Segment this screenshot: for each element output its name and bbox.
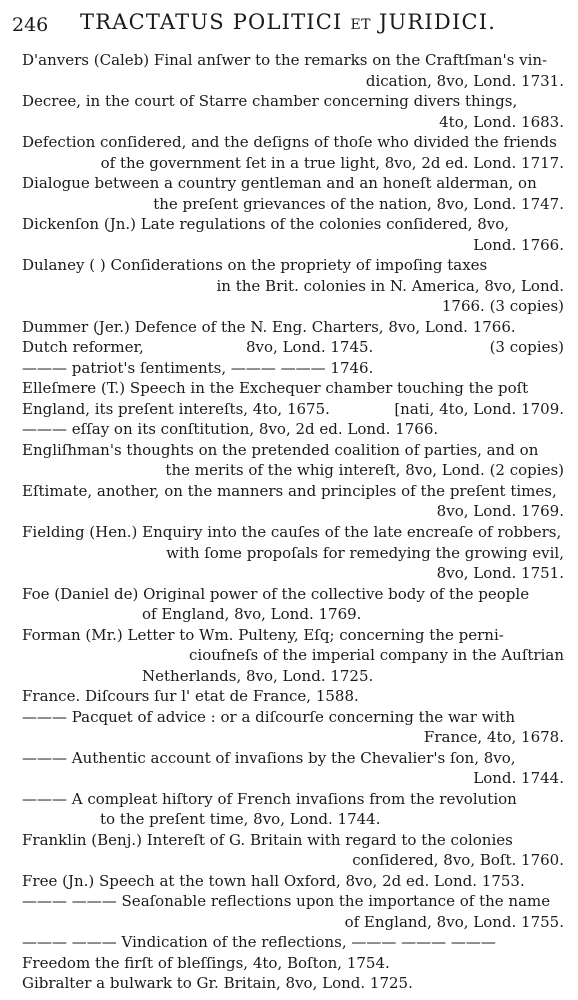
entry-line: Gibralter a bulwark to Gr. Britain, 8vo, Lond. 1725. [22,974,413,993]
entry-line: Engliſhman's thoughts on the pretended coalition of parties, and on [22,440,539,459]
entry-line: ——— A compleat hiſtory of French invaſions from the revolution [22,789,517,808]
entry-line: France, 4to, 1678. [423,728,564,747]
entry-line: ——— ——— Seaſonable reflections upon the importance of the name [22,892,551,911]
entry-line: Eſtimate, another, on the manners and principles of the preſent times, [22,481,557,500]
entry-line: Freedom the firſt of bleſſings, 4to, Boſton, 1754. [22,953,390,972]
entry-line: ——— Authentic account of invaſions by the Chevalier's ſon, 8vo, [22,748,516,767]
entry-line: to the preſent time, 8vo, Lond. 1744. [100,810,381,829]
entry-line: Forman (Mr.) Letter to Wm. Pulteny, Eſq; concerning the perni- [22,625,504,644]
entry-line: of England, 8vo, Lond. 1769. [142,605,362,624]
entry-line: the preſent grievances of the nation, 8vo, Lond. 1747. [153,194,564,213]
entry-line: [nati, 4to, Lond. 1709. [394,399,564,418]
entry-line: Dialogue between a country gentleman and an honeſt alderman, on [22,174,537,193]
entry-line: (3 copies) [489,338,564,357]
entry-line: Elleſmere (T.) Speech in the Exchequer chamber touching the poſt [22,379,529,398]
entry-line: in the Brit. colonies in N. America, 8vo, Lond. [216,276,564,295]
entry-line: the merits of the whig intereſt, 8vo, Lond. (2 copies) [165,461,564,480]
entry-line: 1766. (3 copies) [441,297,564,316]
entry-line: Dickenſon (Jn.) Late regulations of the colonies conſidered, 8vo, [22,215,510,234]
entry-line: Lond. 1766. [473,235,564,254]
entry-line: Free (Jn.) Speech at the town hall Oxford, 8vo, 2d ed. Lond. 1753. [22,871,525,890]
entry-line: Franklin (Benj.) Intereſt of G. Britain with regard to the colonies [22,830,513,849]
entry-line: Defection conſidered, and the deſigns of thoſe who divided the friends [22,133,557,152]
entry-line: Foe (Daniel de) Original power of the collective body of the people [22,584,530,603]
entry-line: 8vo, Lond. 1745. [246,338,374,357]
entry-line: Lond. 1744. [473,769,564,788]
entry-line: of the government ſet in a true light, 8vo, 2d ed. Lond. 1717. [100,153,564,172]
entry-line: 8vo, Lond. 1769. [436,502,564,521]
page-number: 246 [12,14,49,36]
title-conjunction: ET [350,17,371,33]
entry-line: of England, 8vo, Lond. 1755. [344,912,564,931]
entry-line: Dummer (Jer.) Defence of the N. Eng. Charters, 8vo, Lond. 1766. [22,317,516,336]
entry-line: France. Diſcours ſur l' etat de France, 1588. [22,687,359,706]
entry-line: Fielding (Hen.) Enquiry into the cauſes of the late encreaſe of robbers, [22,523,562,541]
title-part-a: TRACTATUS POLITICI [80,10,343,34]
entry-line: England, its preſent intereſts, 4to, 1675. [22,399,330,418]
entry-line: ——— patriot's ſentiments, ——— ——— 1746. [22,358,374,377]
entry-line: Decree, in the court of Starre chamber concerning divers things, [22,92,518,111]
entry-line: Dulaney ( ) Conſiderations on the propriety of impoſing taxes [22,256,488,275]
entry-line: dication, 8vo, Lond. 1731. [365,71,564,90]
entry-line: ——— eſſay on its conſtitution, 8vo, 2d ed. Lond. 1766. [22,420,439,439]
title-part-b: JURIDICI. [378,10,497,34]
entry-line: conſidered, 8vo, Boſt. 1760. [352,851,564,870]
entry-line: 4to, Lond. 1683. [439,112,564,131]
entry-line: D'anvers (Caleb) Final anſwer to the remarks on the Craftſman's vin- [22,51,548,69]
entry-line: ——— ——— Vindication of the reflections, ——— ——— ——— [22,933,496,952]
entry-line: ——— Pacquet of advice : or a diſcourſe concerning the war with [22,707,516,726]
entry-line: Netherlands, 8vo, Lond. 1725. [142,666,374,685]
entry-line: 8vo, Lond. 1751. [436,564,564,583]
entry-line: with ſome propoſals for remedying the growing evil, [166,543,564,562]
entry-line: Dutch reformer, [22,338,144,357]
entry-line: cioufneſs of the imperial company in the Auſtrian [189,646,564,665]
